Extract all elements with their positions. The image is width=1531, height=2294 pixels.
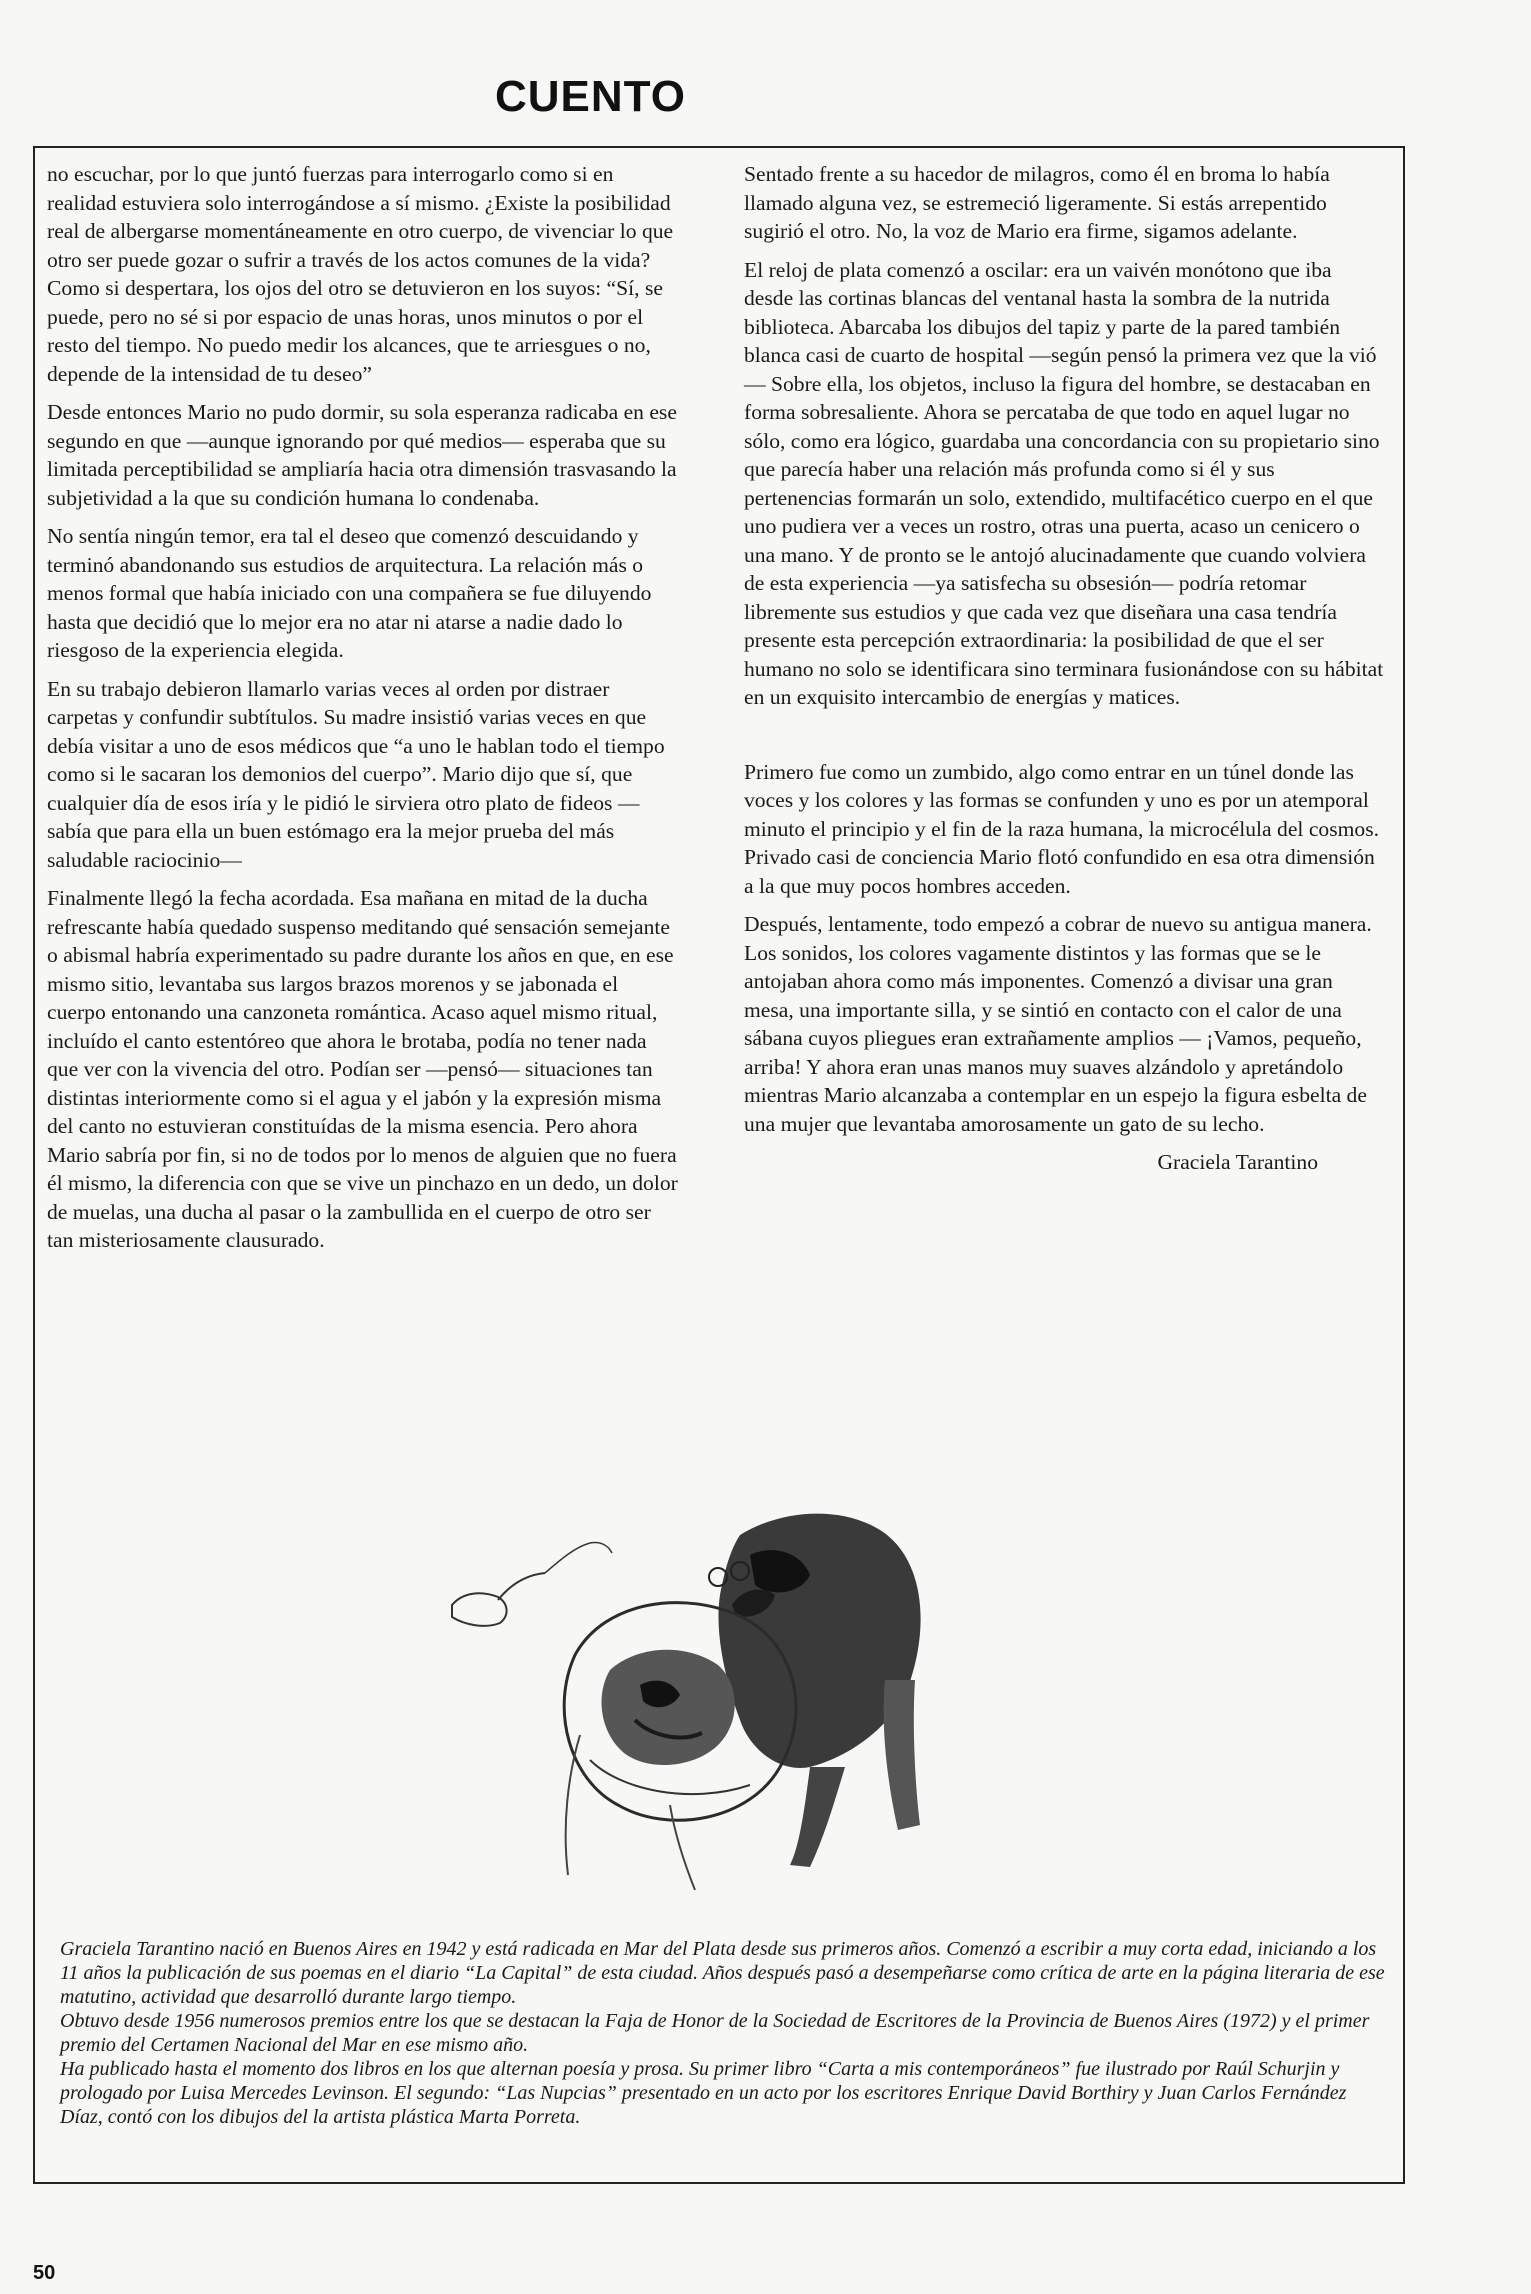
paragraph-gap [744, 722, 1384, 758]
story-right-column [744, 160, 1384, 1187]
section-title: CUENTO [495, 72, 686, 121]
story-left-column [47, 160, 680, 1265]
story-paragraph: Sentado frente a su hacedor de milagros, como él en broma lo había llamado alguna vez, se estremeció ligeramente. Si estás arrepentido sugirió el otro. No, la voz de Mario era firme, sigamos adelante. [744, 162, 1330, 243]
author-bio [60, 1937, 1390, 2129]
page-number: 50 [33, 2262, 56, 2284]
ink-illustration [450, 1505, 1090, 1905]
story-paragraph: El reloj de plata comenzó a oscilar: era un vaivén monótono que iba desde las cortinas blancas del ventanal hasta la sombra de la nutrida biblioteca. Abarcaba los dibujos del tapiz y parte de la pared también blanca casi de cuarto de hospital —según pensó la primera vez que la vió— Sobre ella, los objetos, incluso la figura del hombre, se destacaban en forma sobresaliente. Ahora se percataba de que todo en aquel lugar no sólo, como era lógico, guardaba una concordancia con su propietario sino que parecía haber una relación más profunda como si él y sus pertenencias formarán un solo, extendido, multifacético cuerpo en el que uno pudiera ver a veces un rostro, otras una puerta, acaso un cenicero o una mano. Y de pronto se le antojó alucinadamente que cuando volviera de esta experiencia —ya satisfecha su obsesión— podría retomar libremente sus estudios y que cada vez que diseñara una casa tendría presente esta percepción extraordinaria: la posibilidad de que el ser humano no solo se identificara sino terminara fusionándose con su hábitat en un exquisito intercambio de energías y matices. [744, 257, 1384, 709]
cat-figure [709, 1514, 921, 1867]
story-paragraph: Después, lentamente, todo empezó a cobrar de nuevo su antigua manera. Los sonidos, los colores vagamente distintos y las formas que se le antojaban ahora como más imponentes. Comenzó a divisar una gran mesa, una importante silla, y se sintió en contacto con el calor de una sábana cuyos pliegues eran extrañamente amplios — ¡Vamos, pequeño, arriba! Y ahora eran unas manos muy suaves alzándolo y apretándolo mientras Mario alcanzaba a contemplar en un espejo la figura esbelta de una mujer que levantaba amorosamente un gato de su lecho. [744, 912, 1372, 1136]
story-paragraph: En su trabajo debieron llamarlo varias veces al orden por distraer carpetas y confundir subtítulos. Su madre insistió varias veces en que debía visitar a uno de esos médicos que “a uno le hablan todo el tiempo como si le sacaran los demonios del cuerpo”. Mario dijo que sí, que cualquier día de esos iría y le pidió le sirviera otro plato de fideos —sabía que para ella un buen estómago era la mejor prueba del más saludable raciocinio— [47, 676, 665, 872]
story-paragraph: Desde entonces Mario no pudo dormir, su sola esperanza radicaba en ese segundo en que —aunque ignorando por qué medios— esperaba que su limitada perceptibilidad se ampliaría hacia otra dimensión trasvasando la subjetividad a la que su condición humana lo condenaba. [47, 400, 677, 510]
hand-sketch [452, 1542, 612, 1625]
author-signature: Graciela Tarantino [1157, 1150, 1318, 1174]
bio-paragraph: Graciela Tarantino nació en Buenos Aires en 1942 y está radicada en Mar del Plata desde sus primeros años. Comenzó a escribir a muy corta edad, iniciando a los 11 años la publicación de sus poemas en el diario “La Capital” de esta ciudad. Años después pasó a desempeñarse como crítica de arte en la página literaria de ese matutino, actividad que desarrolló durante largo tiempo. [60, 1938, 1385, 2008]
bio-paragraph: Obtuvo desde 1956 numerosos premios entre los que se destacan la Faja de Honor de la Sociedad de Escritores de la Provincia de Buenos Aires (1972) y el primer premio del Certamen Nacional del Mar en ese mismo año. [60, 2010, 1370, 2056]
story-paragraph: Primero fue como un zumbido, algo como entrar en un túnel donde las voces y los colores y las formas se confunden y uno es por un atemporal minuto el principio y el fin de la raza humana, la microcélula del cosmos. Privado casi de conciencia Mario flotó confundido en esa otra dimensión a la que muy pocos hombres acceden. [744, 759, 1380, 898]
bio-paragraph: Ha publicado hasta el momento dos libros en los que alternan poesía y prosa. Su primer libro “Carta a mis contemporáneos” fue ilustrado por Raúl Schurjin y prologado por Luisa Mercedes Levinson. El segundo: “Las Nupcias” presentado en un acto por los escritores Enrique David Borthiry y Juan Carlos Fernández Díaz, contó con los dibujos del la artista plástica Marta Porreta. [60, 2058, 1347, 2128]
story-paragraph: No sentía ningún temor, era tal el deseo que comenzó descuidando y terminó abandonando sus estudios de arquitectura. La relación más o menos formal que había iniciado con una compañera se fue diluyendo hasta que decidió que lo mejor era no atar ni atarse a nadie dado lo riesgoso de la experiencia elegida. [47, 524, 652, 662]
story-paragraph: no escuchar, por lo que juntó fuerzas para interrogarlo como si en realidad estuviera solo interrogándose a sí mismo. ¿Existe la posibilidad real de albergarse momentáneamente en otro cuerpo, de vivenciar lo que otro ser puede gozar o sufrir a través de los actos comunes de la vida? Como si despertara, los ojos del otro se detuvieron en los suyos: “Sí, se puede, pero no sé si por espacio de unas horas, unos minutos o por el resto del tiempo. No puedo medir los alcances, que te arriesgues o no, depende de la intensidad de tu deseo” [47, 162, 674, 386]
story-paragraph: Finalmente llegó la fecha acordada. Esa mañana en mitad de la ducha refrescante había quedado suspenso meditando qué sensación semejante o abismal habría experimentado su padre durante los años en que, en ese mismo sitio, levantaba sus largos brazos morenos y se jabonada el cuerpo entonando una canzoneta romántica. Acaso aquel mismo ritual, incluído el canto estentóreo que ahora le brotaba, podía no tener nada que ver con la vivencia del otro. Podían ser —pensó— situaciones tan distintas interiormente como si el agua y el jabón y la expresión misma del canto no estuvieran constituídas de la misma esencia. Pero ahora Mario sabría por fin, si no de todos por lo menos de alguien que no fuera él mismo, la diferencia con que se vive un pinchazo en un dedo, un dolor de muelas, una ducha al pasar o la zambullida en el cuerpo de otro ser tan misteriosamente clausurado. [47, 886, 678, 1252]
